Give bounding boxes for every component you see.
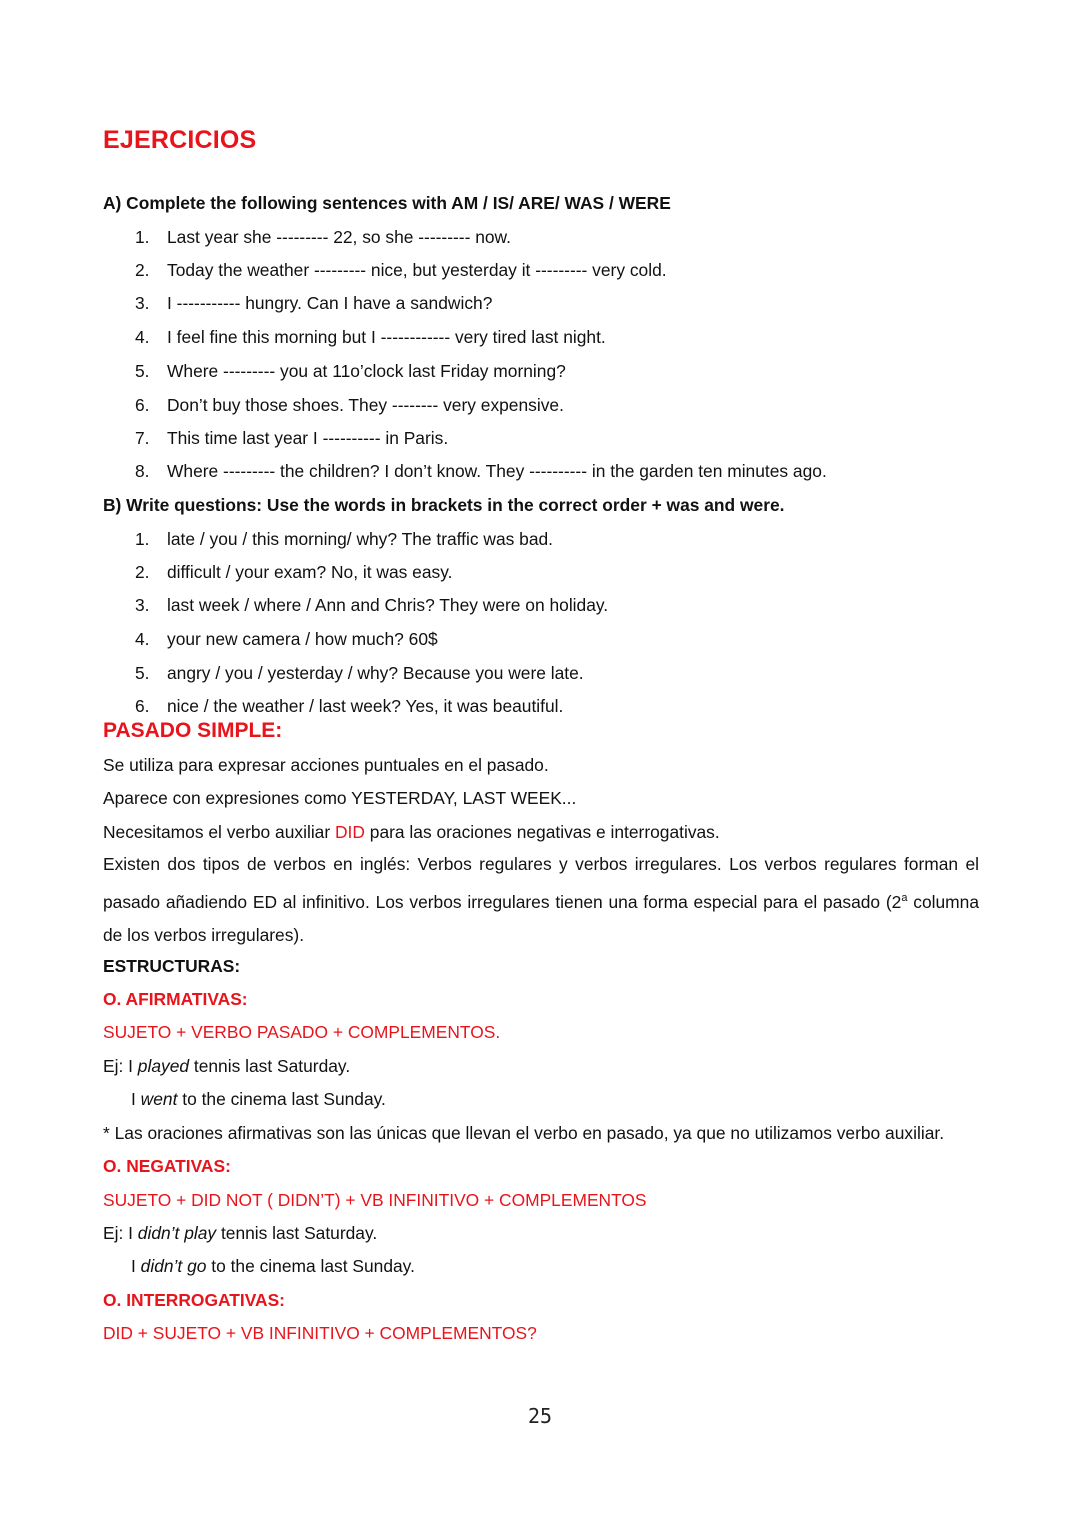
text: columna de los verbos irregulares). — [103, 891, 979, 945]
text: Necesitamos el verbo auxiliar — [103, 822, 335, 842]
paragraph: Aparece con expresiones como YESTERDAY, LAST WEEK... — [103, 788, 577, 808]
afirmativas-heading: O. AFIRMATIVAS: — [103, 989, 248, 1009]
example-line — [131, 1088, 386, 1110]
verb-italic: didn’t go — [140, 1256, 207, 1276]
negativas-formula: SUJETO + DID NOT ( DIDN’T) + VB INFINITIVO + COMPLEMENTOS — [103, 1190, 647, 1210]
list-number: 7. — [135, 428, 150, 448]
list-number: 5. — [135, 663, 150, 683]
text: tennis last Saturday. — [216, 1223, 378, 1243]
highlight-did: DID — [334, 822, 365, 842]
example-line — [131, 1255, 415, 1277]
list-item: nice / the weather / last week? Yes, it was beautiful. — [167, 696, 564, 716]
list-number: 4. — [135, 327, 150, 347]
paragraph — [103, 821, 720, 843]
list-number: 3. — [135, 595, 150, 615]
list-number: 3. — [135, 293, 150, 313]
list-item: I ----------- hungry. Can I have a sandwich? — [167, 293, 493, 313]
list-item: I feel fine this morning but I ------------ very tired last night. — [167, 327, 606, 347]
section-a-heading: A) Complete the following sentences with AM / IS/ ARE/ WAS / WERE — [103, 193, 671, 213]
interrogativas-heading: O. INTERROGATIVAS: — [103, 1290, 285, 1310]
text: Existen dos tipos de verbos en inglés: Verbos regulares y verbos irregulares. Los verbos regulares forman el pasado añadiendo ED al infinitivo. Los verbos irregulares tienen una forma especial para el pasado (2 — [103, 854, 979, 912]
list-number: 2. — [135, 260, 150, 280]
list-item: Today the weather --------- nice, but yesterday it --------- very cold. — [167, 260, 667, 280]
example-line — [103, 1222, 377, 1244]
list-number: 8. — [135, 461, 150, 481]
verb-italic: didn’t play — [137, 1223, 217, 1243]
text: Ej: I — [103, 1223, 138, 1243]
section-b-heading: B) Write questions: Use the words in brackets in the correct order + was and were. — [103, 495, 785, 515]
list-item: angry / you / yesterday / why? Because you were late. — [167, 663, 584, 683]
list-item: This time last year I ---------- in Paris. — [167, 428, 449, 448]
list-item: Last year she --------- 22, so she --------- now. — [167, 227, 511, 247]
page-title: EJERCICIOS — [103, 126, 257, 154]
interrogativas-formula: DID + SUJETO + VB INFINITIVO + COMPLEMENTOS? — [103, 1323, 537, 1343]
verb-italic: went — [140, 1089, 178, 1109]
text: I — [131, 1089, 141, 1109]
list-item: difficult / your exam? No, it was easy. — [167, 562, 453, 582]
list-item: Where --------- you at 11o’clock last Friday morning? — [167, 361, 566, 381]
negativas-heading: O. NEGATIVAS: — [103, 1156, 231, 1176]
superscript: a — [901, 891, 908, 904]
list-item: Where --------- the children? I don’t know. They ---------- in the garden ten minutes ago. — [167, 461, 827, 481]
estructuras-heading: ESTRUCTURAS: — [103, 956, 241, 976]
text: para las oraciones negativas e interrogativas. — [364, 822, 720, 842]
paragraph: Se utiliza para expresar acciones puntuales en el pasado. — [103, 755, 549, 775]
verb-italic: played — [137, 1056, 190, 1076]
list-item: late / you / this morning/ why? The traffic was bad. — [167, 529, 554, 549]
list-item: last week / where / Ann and Chris? They were on holiday. — [167, 595, 609, 615]
list-number: 2. — [135, 562, 150, 582]
text: Ej: I — [103, 1056, 138, 1076]
list-number: 5. — [135, 361, 150, 381]
section-title-pasado-simple: PASADO SIMPLE: — [103, 719, 283, 742]
paragraph-verb-types — [103, 848, 979, 952]
list-number: 6. — [135, 395, 150, 415]
note: * Las oraciones afirmativas son las únicas que llevan el verbo en pasado, ya que no utilizamos verbo auxiliar. — [103, 1123, 945, 1143]
afirmativas-formula: SUJETO + VERBO PASADO + COMPLEMENTOS. — [103, 1022, 501, 1042]
text: I — [131, 1256, 141, 1276]
text: to the cinema last Sunday. — [177, 1089, 386, 1109]
list-number: 1. — [135, 529, 150, 549]
text: tennis last Saturday. — [189, 1056, 351, 1076]
example-line — [103, 1055, 350, 1077]
list-item: your new camera / how much? 60$ — [167, 629, 438, 649]
list-item: Don’t buy those shoes. They -------- very expensive. — [167, 395, 564, 415]
list-number: 6. — [135, 696, 150, 716]
list-number: 4. — [135, 629, 150, 649]
page-number: 25 — [527, 1404, 553, 1428]
text: to the cinema last Sunday. — [206, 1256, 415, 1276]
list-number: 1. — [135, 227, 150, 247]
